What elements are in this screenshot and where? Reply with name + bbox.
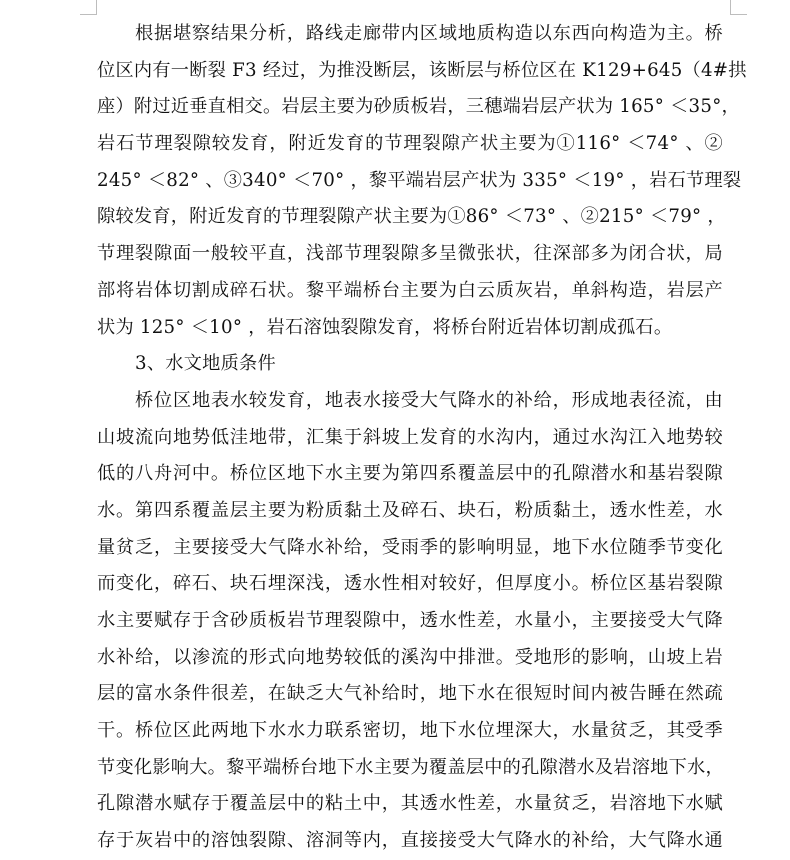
paragraph-geology-line: 座）附过近垂直相交。岩层主要为砂质板岩，三穗端岩层产状为 165° ＜35°，	[97, 96, 740, 118]
paragraph-geology-line: 位区内有一断裂 F3 经过，为推没断层，该断层与桥位区在 K129+645（4#拱	[97, 59, 747, 81]
paragraph-hydrogeology-line: 而变化，碎石、块石埋深浅，透水性相对较好，但厚度小。桥位区基岩裂隙	[97, 573, 723, 595]
paragraph-geology-line: 隙较发育，附近发育的节理裂隙产状主要为①86° ＜73° 、②215° ＜79° ，	[97, 206, 726, 228]
paragraph-hydrogeology-line: 层的富水条件很差，在缺乏大气补给时，地下水在很短时间内被告睡在然疏	[97, 683, 723, 705]
paragraph-hydrogeology-line: 干。桥位区此两地下水水力联系密切，地下水位埋深大，水量贫乏，其受季	[97, 720, 723, 742]
paragraph-geology-line: 根据堪察结果分析，路线走廊带内区域地质构造以东西向构造为主。桥	[135, 23, 723, 44]
paragraph-hydrogeology-line: 水补给，以渗流的形式向地势较低的溪沟中排泄。受地形的影响，山坡上岩	[97, 646, 723, 668]
paragraph-geology-line: 245° ＜82° 、③340° ＜70° ，黎平端岩层产状为 335° ＜19° ，岩石节理裂	[97, 169, 742, 191]
section-heading-hydrogeology: 3、水文地质条件	[135, 353, 276, 375]
paragraph-hydrogeology-line: 节变化影响大。黎平端桥台地下水主要为覆盖层中的孔隙潜水及岩溶地下水，	[97, 756, 724, 778]
paragraph-geology-line: 节理裂隙面一般较平直，浅部节理裂隙多呈微张状，往深部多为闭合状，局	[97, 243, 723, 265]
paragraph-hydrogeology-line: 桥位区地表水较发育，地表水接受大气降水的补给，形成地表径流，由	[135, 389, 723, 411]
paragraph-geology-line: 岩石节理裂隙较发育，附近发育的节理裂隙产状主要为①116° ＜74° 、②	[97, 133, 723, 155]
document-body-text[interactable]	[97, 16, 747, 860]
crop-mark-top-right-vertical	[730, 0, 731, 14]
paragraph-hydrogeology-line: 水。第四系覆盖层主要为粉质黏土及碎石、块石，粉质黏土，透水性差，水	[97, 499, 723, 521]
paragraph-geology-line: 部将岩体切割成碎石状。黎平端桥台主要为白云质灰岩，单斜构造，岩层产	[97, 279, 723, 301]
paragraph-hydrogeology-line: 存于灰岩中的溶蚀裂隙、溶洞等内，直接接受大气降水的补给，大气降水通	[97, 830, 723, 852]
crop-mark-top-right-horizontal	[730, 14, 747, 15]
crop-mark-top-left-vertical	[96, 0, 97, 14]
paragraph-hydrogeology-line: 山坡流向地势低洼地带，汇集于斜坡上发育的水沟内，通过水沟江入地势较	[97, 426, 723, 448]
crop-mark-top-left-horizontal	[80, 14, 97, 15]
paragraph-hydrogeology-line: 水主要赋存于含砂质板岩节理裂隙中，透水性差，水量小，主要接受大气降	[97, 610, 723, 631]
paragraph-hydrogeology-line: 孔隙潜水赋存于覆盖层中的粘土中，其透水性差，水量贫乏，岩溶地下水赋	[97, 793, 723, 815]
paragraph-hydrogeology-line: 量贫乏，主要接受大气降水补给，受雨季的影响明显，地下水位随季节变化	[97, 536, 723, 558]
paragraph-geology-line: 状为 125° ＜10° ，岩石溶蚀裂隙发育，将桥台附近岩体切割成孤石。	[97, 316, 673, 338]
paragraph-hydrogeology-line: 低的八舟河中。桥位区地下水主要为第四系覆盖层中的孔隙潜水和基岩裂隙	[97, 463, 723, 485]
